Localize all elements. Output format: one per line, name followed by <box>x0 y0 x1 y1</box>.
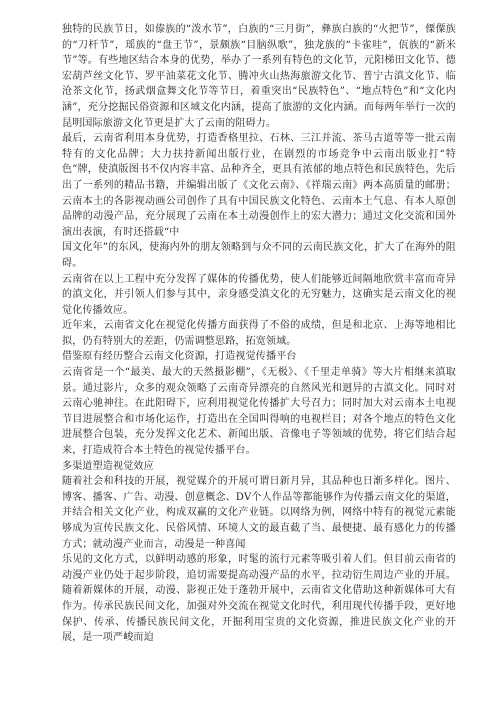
paragraph-gap: 近年来，云南省文化在视觉化传播方面获得了不俗的成绩，但是和北京、上海等地相比拟，仍有特别大的差距，仍需调整思路，拓宽领域。 <box>62 320 456 347</box>
paragraph-animation: 乐见的文化方式，以鲜明动感的形象，时髦的流行元素等吸引着人们。但目前云南省的动漫产业仍处于起步阶段，追切需要提高动漫产品的水平，拉动衍生周边产业的开展。随着新媒体的开展，动漫、影视正处于蓬勃开展中，云南省文化借助这种新媒体可大有作为。传承民族民间文化，加强对外交流在视觉文化时代，利用现代传播手段，更好地保护、传承、传播民族民间文化，开掘利用宝贵的文化资源，推进民族文化产业的开展，是一项严峻而迫 <box>62 554 456 644</box>
paragraph-media-effect: 云南省在以上工程中充分发挥了媒体的传播优势，使人们能够近间隔地欣赏丰富而奇异的滇文化，并引领人们参与其中，亲身感受滇文化的无穷魅力，这确实是云南文化的视觉化传播效应。 <box>62 273 456 316</box>
paragraph-film-platform: 云南省是一个“最美、最大的天然摄影棚”，《无极》、《千里走单骑》等大片相继来滇取景。通过影片，众多的观众领略了云南奇异漂亮的自然风光和迥异的古滇文化。同时对云南心驰神往。在此阳碍下，应利用视觉化传播扩大号召力；同时加大对云南本土电视节目进展整合和市场化运作，打造出在全国叫得响的电视栏目；对各个地点的特色文化进展整合包装，充分发挥文化艺术、新闻出版、音像电子等领域的优势，将它们结合起来，打造成符合本土特色的视觉传播平台。 <box>62 367 456 457</box>
paragraph-new-media: 随着社会和科技的开展，视觉媒介的开展可谓日新月异，其品种也日渐多样化。图片、博客、播客、广告、动漫、创意概念、DV个人作品等都能够作为传播云南文化的渠道，并结合相关文化产业，构成双赢的文化产业链。以网络为例，网络中特有的视觉元素能够成为宣传民族文化、民俗风情、环境人文的最直截了当、最便捷、最有感化力的传播方式；就动漫产业而言，动漫是一种喜闻 <box>62 476 456 550</box>
section-heading-platform: 借鉴原有经历整合云南文化资源，打造视觉传播平台 <box>62 351 297 363</box>
paragraph-overseas-influence: 国文化年”的东风，使海内外的朋友领略到与众不同的云南民族文化，扩大了在海外的阻碍。 <box>62 242 456 269</box>
section-heading-channels: 多渠道塑造视觉效应 <box>62 460 154 472</box>
paragraph-cultural-brands: 最后，云南省利用本身优势，打造香格里拉、石林、三江并流、茶马古道等等一批云南特有的文化品牌；大力扶持新闻出版行业，在剧烈的市场竞争中云南出版业打“特色”牌，使滇版图书不仅内容丰富、品种齐全，更具有浓郁的地点特色和民族特色，先后出了一系列的精品书籍，并编辑出版了《文化云南》、《祥瑞云南》两本高质量的邮册；云南本土的各影视动画公司创作了具有中国民族文化特色、云南本土气息、有本人原创品牌的动漫产品，充分展现了云南在本土动漫创作上的宏大潜力；通过文化交流和国外演出表演，有时还搭载“中 <box>62 133 456 238</box>
paragraph-festivals: 独特的民族节日，如傣族的“泼水节”，白族的“三月街”，彝族白族的“火把节”，傈僳族的“刀杆节”，瑶族的“盘王节”，景颇族“目脑纵歌”，独龙族的“卡雀哇”，佤族的“新米节”等。有些地区结合本身的优势，举办了一系列有特色的文化节，元阳梯田文化节、德宏葫芦丝文化节、罗平油菜花文化节、腾冲火山热海旅游文化节、普宁古滇文化节、临沧茶文化节，扬武烟盒舞文化节等节日，着重突出“民族特色”、“地点特色”和“文化内涵”，充分挖掘民俗资源和区域文化内涵，提高了旅游的文化内涵。而每两年举行一次的昆明国际旅游文化节更是扩大了云南的阻碍力。 <box>62 24 456 129</box>
